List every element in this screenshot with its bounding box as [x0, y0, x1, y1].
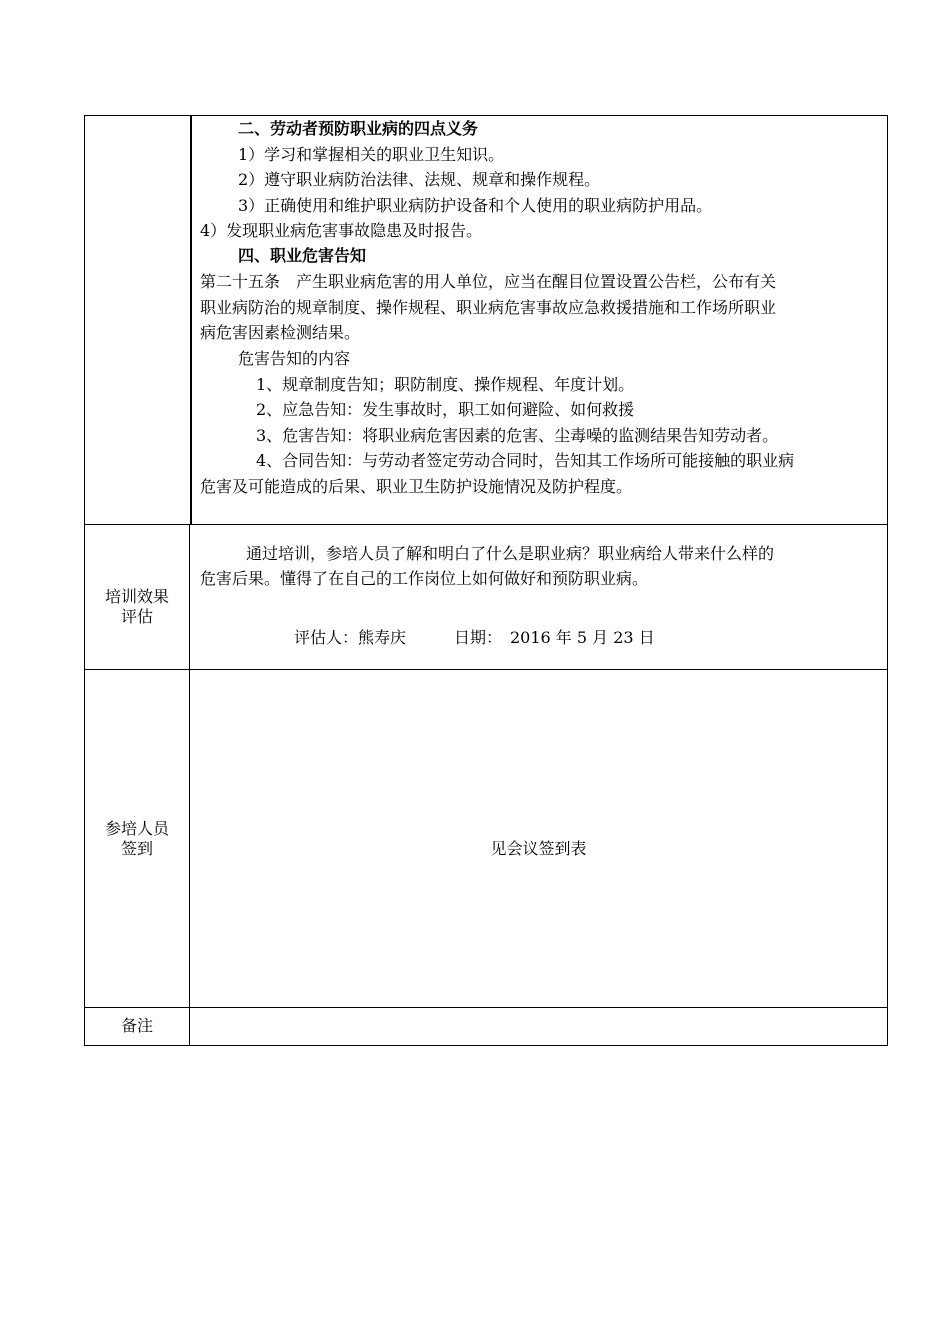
- evaluation-text: 通过培训，参培人员了解和明白了什么是职业病？职业病给人带来什么样的: [246, 544, 775, 563]
- duty-item: 1）学习和掌握相关的职业卫生知识。: [238, 145, 505, 164]
- evaluation-text: 危害后果。懂得了在自己的工作岗位上如何做好和预防职业病。: [200, 569, 649, 588]
- duty-item: 2）遵守职业病防治法律、法规、规章和操作规程。: [238, 170, 601, 189]
- notice-item: 4、合同告知：与劳动者签定劳动合同时，告知其工作场所可能接触的职业病: [256, 451, 795, 470]
- table-border-left: [84, 115, 85, 1046]
- notice-item: 3、危害告知：将职业病危害因素的危害、尘毒噪的监测结果告知劳动者。: [256, 426, 779, 445]
- evaluation-date: 日期： 2016 年 5 月 23 日: [454, 628, 655, 647]
- remarks-label: 备注: [120, 1016, 153, 1035]
- evaluation-label: 培训效果 评估: [104, 587, 169, 626]
- signin-text: 见会议签到表: [490, 839, 587, 858]
- duty-item: 3）正确使用和维护职业病防护设备和个人使用的职业病防护用品。: [238, 196, 713, 215]
- duties-heading: 二、劳动者预防职业病的四点义务: [238, 119, 479, 138]
- notice-item: 1、规章制度告知；职防制度、操作规程、年度计划。: [256, 375, 635, 394]
- article-text: 病危害因素检测结果。: [200, 323, 361, 342]
- signin-label: 参培人员 签到: [104, 819, 169, 858]
- notice-content-title: 危害告知的内容: [238, 349, 351, 368]
- notice-item: 危害及可能造成的后果、职业卫生防护设施情况及防护程度。: [200, 477, 633, 496]
- article-text: 第二十五条 产生职业病危害的用人单位，应当在醒目位置设置公告栏，公布有关: [200, 272, 777, 291]
- content-cell: [192, 115, 887, 524]
- evaluation-cell: [190, 524, 887, 669]
- signin-cell: [190, 669, 887, 1007]
- training-record-table: [84, 115, 888, 1046]
- table-border-bottom: [84, 1045, 888, 1046]
- notice-item: 2、应急告知：发生事故时，职工如何避险、如何救援: [256, 400, 635, 419]
- evaluator: 评估人：熊寿庆: [294, 628, 407, 647]
- article-text: 职业病防治的规章制度、操作规程、职业病危害事故应急救援措施和工作场所职业: [200, 298, 777, 317]
- remarks-cell: [190, 1007, 887, 1045]
- duty-item: 4）发现职业病危害事故隐患及时报告。: [200, 221, 483, 240]
- notice-heading: 四、职业危害告知: [238, 246, 367, 265]
- table-border-right: [887, 115, 888, 1046]
